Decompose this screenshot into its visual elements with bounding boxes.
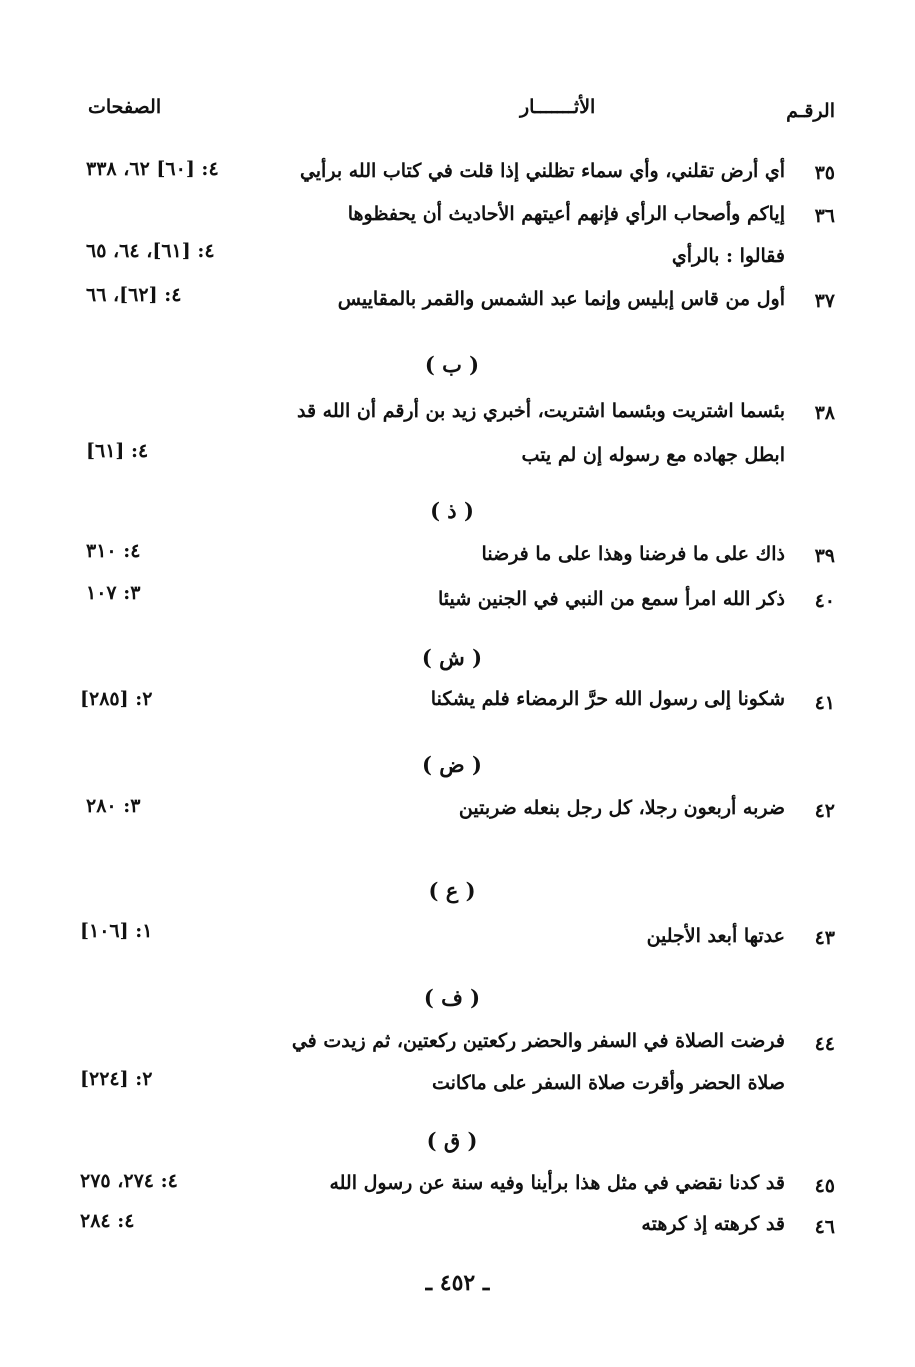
header-pages-column: الصفحات: [88, 96, 162, 118]
entry-text: عدتها أبعد الأجلين: [646, 925, 785, 947]
section-heading: ( ش ): [421, 645, 483, 670]
entry-text: قد كرهته إذ كرهته: [641, 1213, 785, 1235]
entry-number: ٣٥: [814, 162, 835, 184]
entry-text: قد كدنا نقضي في مثل هذا برأينا وفيه سنة عن رسول الله: [329, 1172, 785, 1194]
header-athar-column: الأثـــــــار: [520, 96, 596, 118]
entry-pages: ١: [١٠٦]: [80, 920, 153, 942]
entry-pages: ٢: [٢٢٤]: [80, 1068, 153, 1090]
entry-pages: ٣: ٢٨٠: [86, 795, 141, 817]
entry-text: فقالوا : بالرأي: [671, 245, 785, 267]
entry-pages: ٤: [٦١]، ٦٤، ٦٥: [86, 240, 215, 262]
entry-text: صلاة الحضر وأقرت صلاة السفر على ماكانت: [431, 1072, 785, 1094]
entry-number: ٤٥: [814, 1175, 835, 1197]
entry-number: ٤٠: [814, 590, 835, 612]
entry-text: إياكم وأصحاب الرأي فإنهم أعيتهم الأحاديث أن يحفظوها: [347, 203, 785, 225]
section-heading: ( ب ): [424, 352, 480, 377]
entry-pages: ٤: ٢٧٤، ٢٧٥: [80, 1170, 178, 1192]
entry-pages: ٤: ٣١٠: [86, 540, 141, 562]
entry-number: ٤٦: [814, 1216, 835, 1238]
entry-text: فرضت الصلاة في السفر والحضر ركعتين ركعتين، ثم زيدت في: [291, 1030, 785, 1052]
entry-text: أول من قاس إبليس وإنما عبد الشمس والقمر بالمقاييس: [337, 288, 785, 310]
entry-text: ذكر الله امرأ سمع من النبي في الجنين شيئا: [437, 588, 785, 610]
entry-pages: ٤: [٦٢]، ٦٦: [86, 284, 182, 306]
entry-number: ٤٢: [814, 800, 835, 822]
entry-number: ٤١: [814, 692, 835, 714]
entry-pages: ٤: [٦٠] ٦٢، ٣٣٨: [86, 158, 219, 180]
entry-number: ٣٨: [814, 402, 835, 424]
entry-text: شكونا إلى رسول الله حرَّ الرمضاء فلم يشكنا: [430, 688, 785, 710]
section-heading: ( ف ): [423, 985, 481, 1010]
entry-pages: ٢: [٢٨٥]: [80, 688, 153, 710]
entry-text: ابطل جهاده مع رسوله إن لم يتب: [521, 444, 785, 466]
section-heading: ( ذ ): [430, 498, 474, 523]
page-number: ـ ٤٥٢ ـ: [425, 1270, 490, 1296]
section-heading: ( ق ): [426, 1128, 478, 1153]
entry-number: ٣٧: [814, 290, 835, 312]
entry-pages: ٣: ١٠٧: [86, 582, 141, 604]
header-number-column: الرقـم: [786, 100, 835, 122]
section-heading: ( ض ): [422, 752, 482, 777]
entry-pages: ٤: ٢٨٤: [80, 1210, 135, 1232]
section-heading: ( ع ): [428, 878, 476, 903]
entry-number: ٣٩: [814, 545, 835, 567]
entry-number: ٣٦: [814, 205, 835, 227]
entry-number: ٤٤: [814, 1033, 835, 1055]
entry-number: ٤٣: [814, 927, 835, 949]
entry-pages: ٤: [٦١]: [86, 440, 149, 462]
entry-text: ذاك على ما فرضنا وهذا على ما فرضنا: [481, 543, 785, 565]
entry-text: ضربه أربعون رجلا، كل رجل بنعله ضربتين: [458, 797, 785, 819]
entry-text: بئسما اشتريت وبئسما اشتريت، أخبري زيد بن أرقم أن الله قد: [297, 400, 785, 422]
entry-text: أي أرض تقلني، وأي سماء تظلني إذا قلت في كتاب الله برأيي: [299, 160, 785, 182]
